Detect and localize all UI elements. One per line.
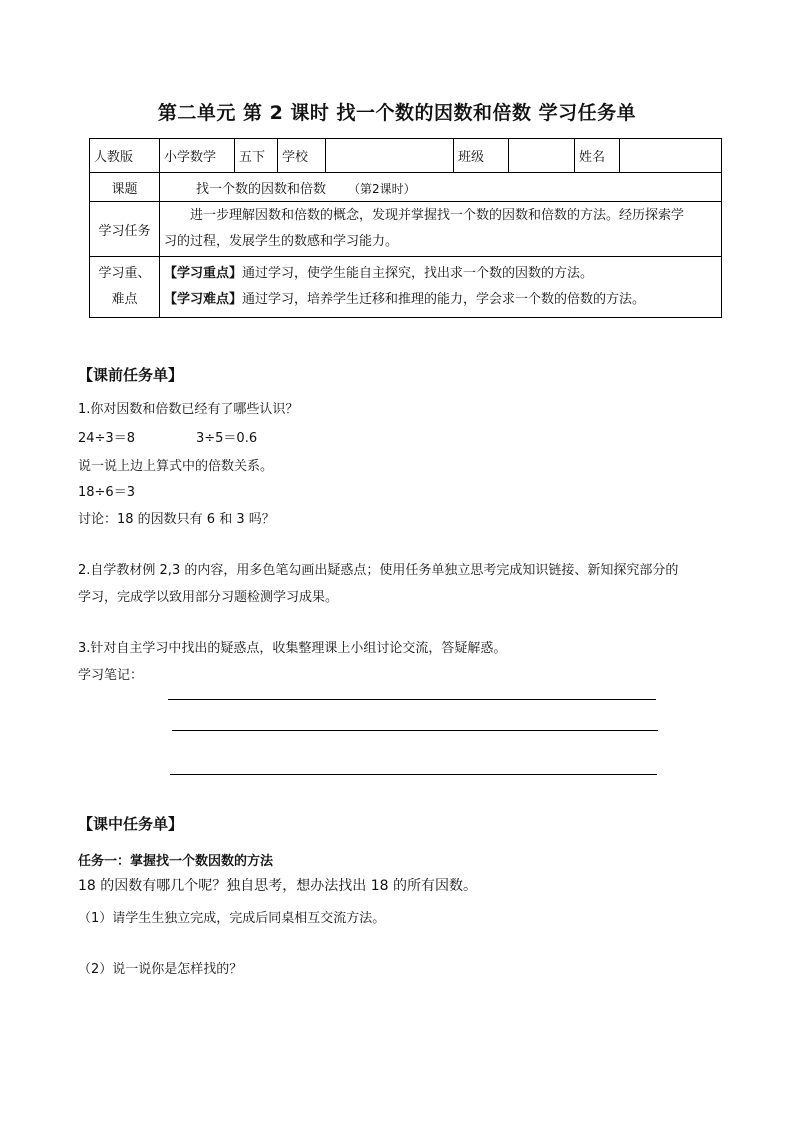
table-row-task	[90, 202, 722, 257]
difficulty-tag: 【学习难点】	[164, 292, 243, 307]
topic-label: 课题	[90, 173, 160, 202]
key-label-2: 难点	[111, 292, 138, 307]
key-label-cell	[90, 257, 160, 318]
name-value-cell[interactable]	[620, 139, 722, 173]
discussion-question: 讨论：18 的因数只有 6 和 3 吗？	[78, 512, 275, 527]
key-tag: 【学习重点】	[164, 266, 243, 281]
task-label: 学习任务	[90, 202, 160, 257]
pre-class-heading: 【课前任务单】	[78, 366, 184, 384]
pre-question-1: 1.你对因数和倍数已经有了哪些认识？	[78, 402, 299, 417]
school-label-cell: 学校	[278, 139, 326, 173]
equation-1: 24÷3＝8	[78, 431, 135, 446]
notes-label: 学习笔记：	[78, 668, 144, 683]
table-row-key-points	[90, 257, 722, 318]
equation-2: 3÷5＝0.6	[196, 431, 258, 446]
class-value-cell[interactable]	[509, 139, 575, 173]
key-value-cell	[160, 257, 722, 318]
difficulty-line	[164, 287, 717, 313]
subject-cell: 小学数学	[160, 139, 235, 173]
task-1-step-1: （1）请学生生独立完成，完成后同桌相互交流方法。	[78, 911, 386, 926]
task-line-1: 进一步理解因数和倍数的概念，发现并掌握找一个数的因数和倍数的方法。经历探索学	[190, 208, 685, 223]
name-label-cell: 姓名	[575, 139, 620, 173]
difficulty-text: 通过学习，培养学生迁移和推理的能力，学会求一个数的倍数的方法。	[242, 292, 646, 307]
topic-value: 找一个数的因数和倍数	[196, 181, 327, 197]
table-row-topic	[90, 173, 722, 202]
info-table	[89, 138, 722, 318]
key-text: 通过学习，使学生能自主探究，找出求一个数的因数的方法。	[242, 266, 594, 281]
topic-note: （第2课时）	[348, 181, 416, 196]
notes-line-1[interactable]	[168, 699, 656, 700]
grade-cell: 五下	[235, 139, 278, 173]
key-label-1: 学习重、	[98, 266, 151, 281]
notes-line-3[interactable]	[170, 774, 657, 775]
school-value-cell[interactable]	[326, 139, 454, 173]
page-title: 第二单元 第 2 课时 找一个数的因数和倍数 学习任务单	[157, 102, 637, 124]
task-1-question: 18 的因数有哪几个呢？独自思考，想办法找出 18 的所有因数。	[78, 878, 477, 894]
notes-line-2[interactable]	[172, 730, 658, 731]
edition-cell: 人教版	[90, 139, 160, 173]
task-1-title: 任务一：掌握找一个数因数的方法	[78, 854, 274, 869]
task-line-2: 习的过程，发展学生的数感和学习能力。	[164, 234, 399, 249]
task-value-cell	[160, 202, 722, 257]
in-class-heading: 【课中任务单】	[78, 815, 184, 833]
class-label-cell: 班级	[454, 139, 509, 173]
pre-question-3: 3.针对自主学习中找出的疑惑点，收集整理课上小组讨论交流，答疑解惑。	[78, 641, 507, 656]
topic-value-cell	[160, 173, 722, 202]
equation-3: 18÷6＝3	[78, 485, 135, 500]
task-1-step-2: （2）说一说你是怎样找的？	[78, 962, 243, 977]
key-point-line	[164, 261, 717, 287]
pre-question-2-line-1: 2.自学教材例 2,3 的内容，用多色笔勾画出疑惑点；使用任务单独立思考完成知识链接、新知探究部分的	[78, 563, 679, 578]
pre-question-2-line-2: 学习，完成学以致用部分习题检测学习成果。	[78, 590, 339, 605]
table-row-header-info	[90, 139, 722, 173]
say-instruction: 说一说上边上算式中的倍数关系。	[78, 459, 274, 474]
